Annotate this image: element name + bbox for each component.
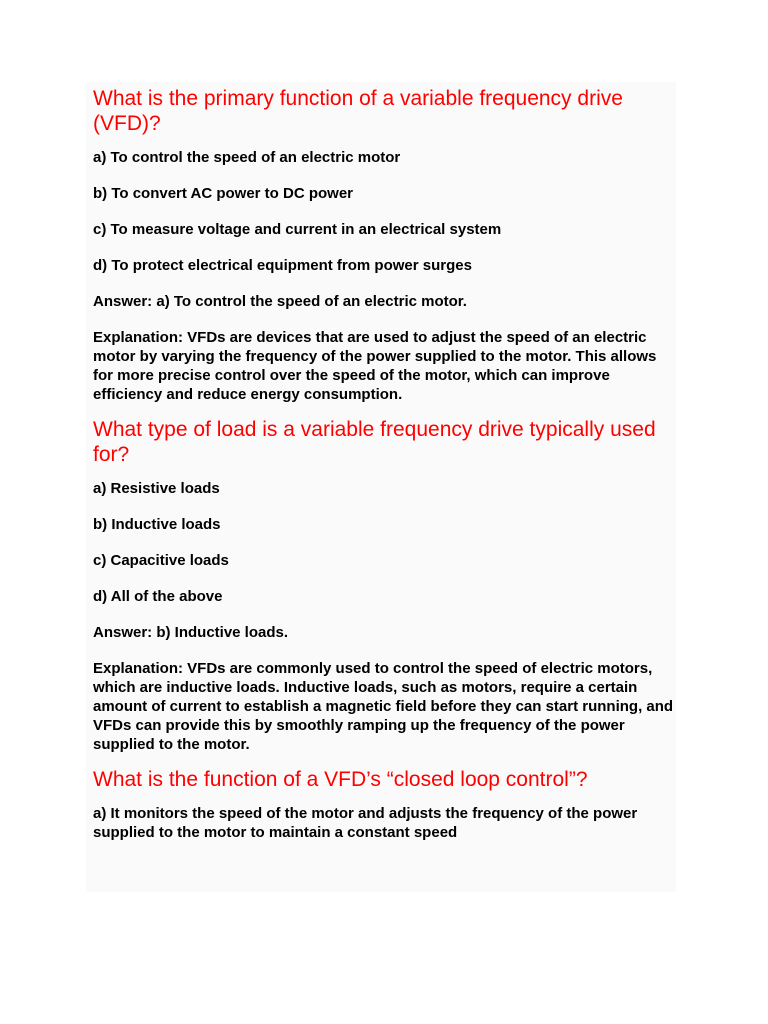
question-1-option-d: d) To protect electrical equipment from power surges [93,257,472,274]
question-2-option-c: c) Capacitive loads [93,552,229,569]
question-3-title: What is the function of a VFD’s “closed loop control”? [93,768,588,791]
question-1-title: What is the primary function of a variable frequency drive (VFD)? [93,87,623,135]
question-2-title: What type of load is a variable frequency drive typically used for? [93,418,656,466]
question-2-explanation: Explanation: VFDs are commonly used to control the speed of electric motors, which are inductive loads. Inductive loads, such as motors, require a certain amount of current to establish a magnetic field before they can start running, and VFDs can provide this by smoothly ramping up the frequency of the power supplied to the motor. [93,660,674,753]
question-2-answer: Answer: b) Inductive loads. [93,624,289,641]
question-1-option-b: b) To convert AC power to DC power [93,185,354,202]
question-2-option-d: d) All of the above [93,588,223,605]
question-2-option-a: a) Resistive loads [93,480,220,497]
question-3-option-a: a) It monitors the speed of the motor and adjusts the frequency of the power supplied to the motor to maintain a constant speed [93,805,638,841]
question-1-option-c: c) To measure voltage and current in an electrical system [93,221,502,238]
question-1-explanation: Explanation: VFDs are devices that are used to adjust the speed of an electric motor by varying the frequency of the power supplied to the motor. This allows for more precise control over the speed of the motor, which can improve efficiency and reduce energy consumption. [93,329,657,403]
question-1-option-a: a) To control the speed of an electric motor [93,149,401,166]
question-2-option-b: b) Inductive loads [93,516,221,533]
document-content [86,82,676,892]
question-1-answer: Answer: a) To control the speed of an electric motor. [93,293,467,310]
